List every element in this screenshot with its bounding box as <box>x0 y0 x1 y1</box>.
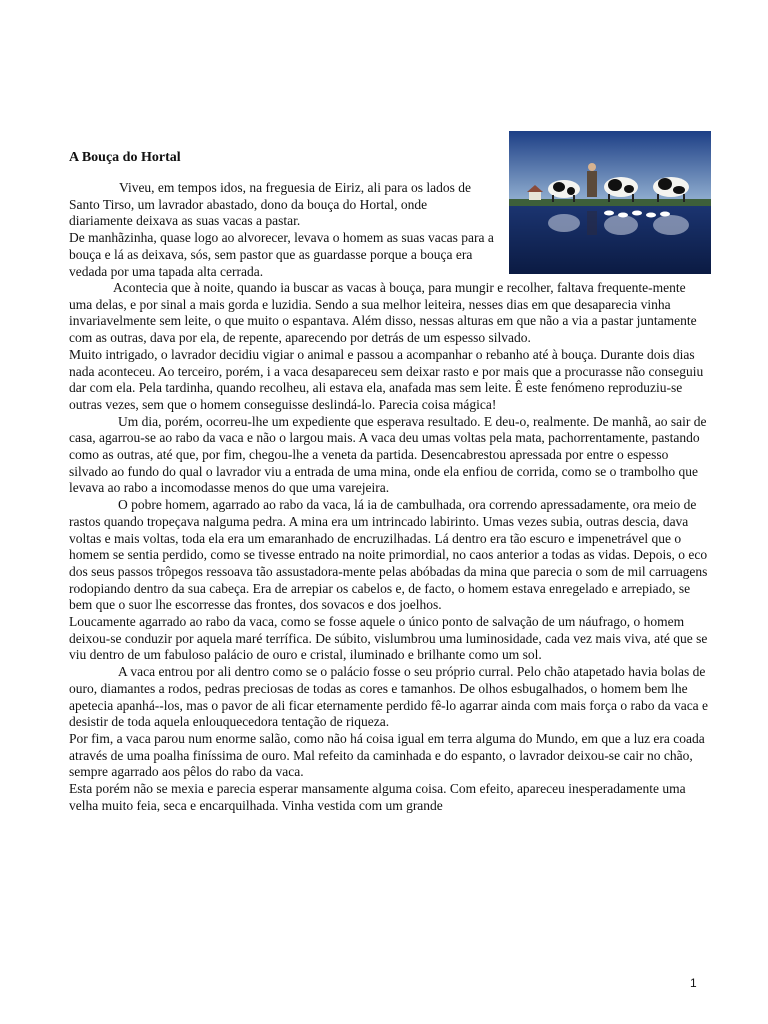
story-paragraph: Viveu, em tempos idos, na freguesia de Eiriz, ali para os lados de Santo Tirso, um lavrador abastado, dono da bouça do Hortal, onde diariamente deixava as suas vacas a pastar. <box>69 180 471 229</box>
story-paragraph: De manhãzinha, quase logo ao alvorecer, levava o homem as suas vacas para a bouça e lá as deixava, sós, sem pastor que as guardasse porque a bouça era vedada por uma tapada alta cerrada. <box>69 230 494 279</box>
story-paragraph: Um dia, porém, ocorreu-lhe um expediente que esperava resultado. E deu-o, realmente. De manhã, ao sair de casa, agarrou-se ao rabo da vaca e não o largou mais. A vaca deu umas voltas pela mata, pachorrentamente, pastando como as outras, até que, por fim, chegou-lhe a veneta da partida. Desencabrestou apressada por entre o espesso silvado ao fundo do qual o lavrador viu a entrada de uma mina, onde ela enfiou de corrida, como se o trambolho que levava ao rabo a incomodasse menos do que uma varejeira. <box>69 413 707 496</box>
story-paragraph: A vaca entrou por ali dentro como se o palácio fosse o seu próprio curral. Pelo chão atapetado havia bolas de ouro, diamantes a rodos, pedras preciosas de todas as cores e tamanhos. De olhos esbugalhados, o homem bem lhe apetecia apanhá--los, mas o pavor de ali ficar eternamente perdido fê-lo agarrar ainda com mais força o rabo da vaca e desistir de toda aquela enlouquecedora tentação de riqueza. <box>69 664 709 730</box>
page-number: 1 <box>690 976 697 990</box>
story-body <box>69 280 709 815</box>
story-paragraph: Loucamente agarrado ao rabo da vaca, como se fosse aquele o único ponto de salvação de um náufrago, o homem deixou-se conduzir por aquela maré terrífica. De súbito, vislumbrou uma luminosidade, cada vez mais viva, até que se viu dentro de um fabuloso palácio de ouro e cristal, iluminado e brilhante como um sol. <box>69 614 708 663</box>
story-paragraph: Esta porém não se mexia e parecia esperar mansamente alguma coisa. Com efeito, apareceu inesperadamente uma velha muito feia, seca e encarquilhada. Vinha vestida com um grande <box>69 781 686 813</box>
story-paragraph: Muito intrigado, o lavrador decidiu vigiar o animal e passou a acompanhar o rebanho até à bouça. Durante dois dias nada aconteceu. Ao terceiro, porém, i a vaca desapareceu sem deixar rasto e por mais que a procurasse não conseguiu dar com ela. Pela tardinha, quando recolheu, ali estava ela, anafada mas sem leite. Ê este fenómeno reproduziu-se outras vezes, sem que o homem conseguisse deslindá-lo. Parecia coisa mágica! <box>69 346 704 412</box>
story-paragraph: Por fim, a vaca parou num enorme salão, como não há coisa igual em terra alguma do Mundo, em que a luz era coada através de uma poalha finíssima de ouro. Mal refeito da caminhada e do espanto, o lavrador deixou-se cair no chão, sempre agarrado aos pêlos do rabo da vaca. <box>69 730 705 780</box>
story-paragraph: O pobre homem, agarrado ao rabo da vaca, lá ia de cambulhada, ora correndo apressadamente, ora meio de rastos quando tropeçava nalguma pedra. A mina era um intrincado labirinto. Umas vezes subia, outras descia, dava voltas e mais voltas, toda ela era um emaranhado de encruzilhadas. Lá dentro era tão escuro e impenetrável que o homem se sentia perdido, como se tivesse entrado na noite primordial, no caos anterior a todas as vidas. Depois, o eco dos seus passos trôpegos ressoava tão assustadora-mente pelas abóbadas da mina que parecia o som de mil carruagens rodopiando dentro da sua cabeça. Era de arrepiar os cabelos e, de facto, o homem estava enregelado e arrepiado, se bem que o suor lhe escorresse das frontes, dos sovacos e dos joelhos. <box>69 497 708 613</box>
painting-cows-reflection-image <box>509 131 711 274</box>
story-paragraph: Acontecia que à noite, quando ia buscar as vacas à bouça, para mungir e recolher, faltava frequente-mente uma delas, e por sinal a mais gorda e luzidia. Sendo a sua melhor leiteira, nesses dias em que desaparecia vinha invariavelmente sem leite, o que muito o espantava. Além disso, nessas alturas em que não a via a pastar juntamente com as outras, dava por ela, de repente, aparecendo por detrás de um espesso silvado. <box>69 280 697 346</box>
document-title: A Bouça do Hortal <box>69 150 181 165</box>
story-intro <box>69 180 494 280</box>
